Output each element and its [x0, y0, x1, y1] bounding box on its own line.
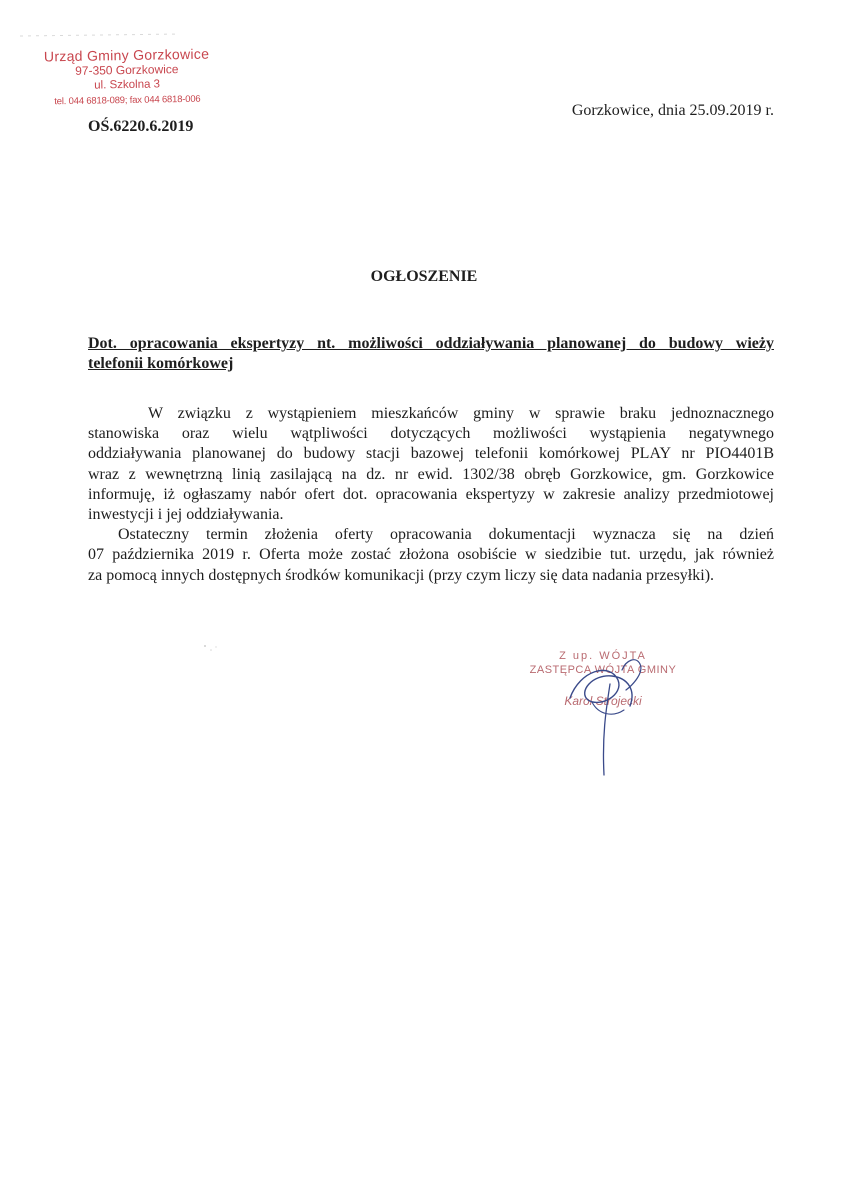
paragraph-2-line: Ostateczny termin złożenia oferty opracowania dokumentacji wyznacza się na dzień [118, 526, 774, 544]
document-body [88, 404, 774, 586]
scan-artifact [20, 28, 180, 42]
signature-stamp-line-2: ZASTĘPCA WÓJTA GMINY [529, 664, 677, 676]
paragraph-1-line: oddziaływania planowanej do budowy stacji bazowej telefonii komórkowej PLAY nr PIO4401B [88, 445, 774, 463]
document-title: OGŁOSZENIE [370, 268, 478, 285]
stamp-phone-fax: tel. 044 6818-089; fax 044 6818-006 [54, 93, 201, 108]
subject-line [88, 334, 774, 374]
subject-line-1: Dot. opracowania ekspertyzy nt. możliwości oddziaływania planowanej do budowy wieży [88, 335, 774, 352]
paragraph-1-line: inwestycji i jej oddziaływania. [88, 506, 284, 524]
document-date: Gorzkowice, dnia 25.09.2019 r. [571, 102, 774, 119]
scan-smudge [195, 640, 225, 660]
stamp-office-name: Urząd Gminy Gorzkowice [43, 45, 210, 65]
signature-stamp-line-1: Z up. WÓJTA [559, 650, 647, 662]
reference-number: OŚ.6220.6.2019 [88, 118, 194, 135]
office-stamp [21, 46, 232, 110]
paragraph-1-line: stanowiska oraz wielu wątpliwości dotyczących możliwości wystąpienia negatywnego [88, 425, 774, 443]
stamp-postal-code: 97-350 Gorzkowice [75, 62, 179, 78]
signatory-name: Karol Strojecki [564, 694, 642, 708]
paragraph-1-line: W związku z wystąpieniem mieszkańców gminy w sprawie braku jednoznacznego [148, 405, 774, 422]
stamp-street: ul. Szkolna 3 [94, 78, 161, 92]
subject-line-2: telefonii komórkowej [88, 355, 234, 372]
paragraph-1-line: wraz z wewnętrzną linią zasilającą na dz. nr ewid. 1302/38 obręb Gorzkowice, gm. Gorzkowice [88, 465, 774, 483]
paragraph-2-line: za pomocą innych dostępnych środków komunikacji (przy czym liczy się data nadania przesyłki). [88, 566, 715, 584]
paragraph-2-line: 07 października 2019 r. Oferta może zostać złożona osobiście w siedzibie tut. urzędu, jak również [88, 546, 774, 564]
paragraph-1-line: informuję, iż ogłaszamy nabór ofert dot. opracowania ekspertyzy w zakresie analizy przedmiotowej [88, 485, 774, 503]
handwritten-signature [540, 640, 670, 780]
